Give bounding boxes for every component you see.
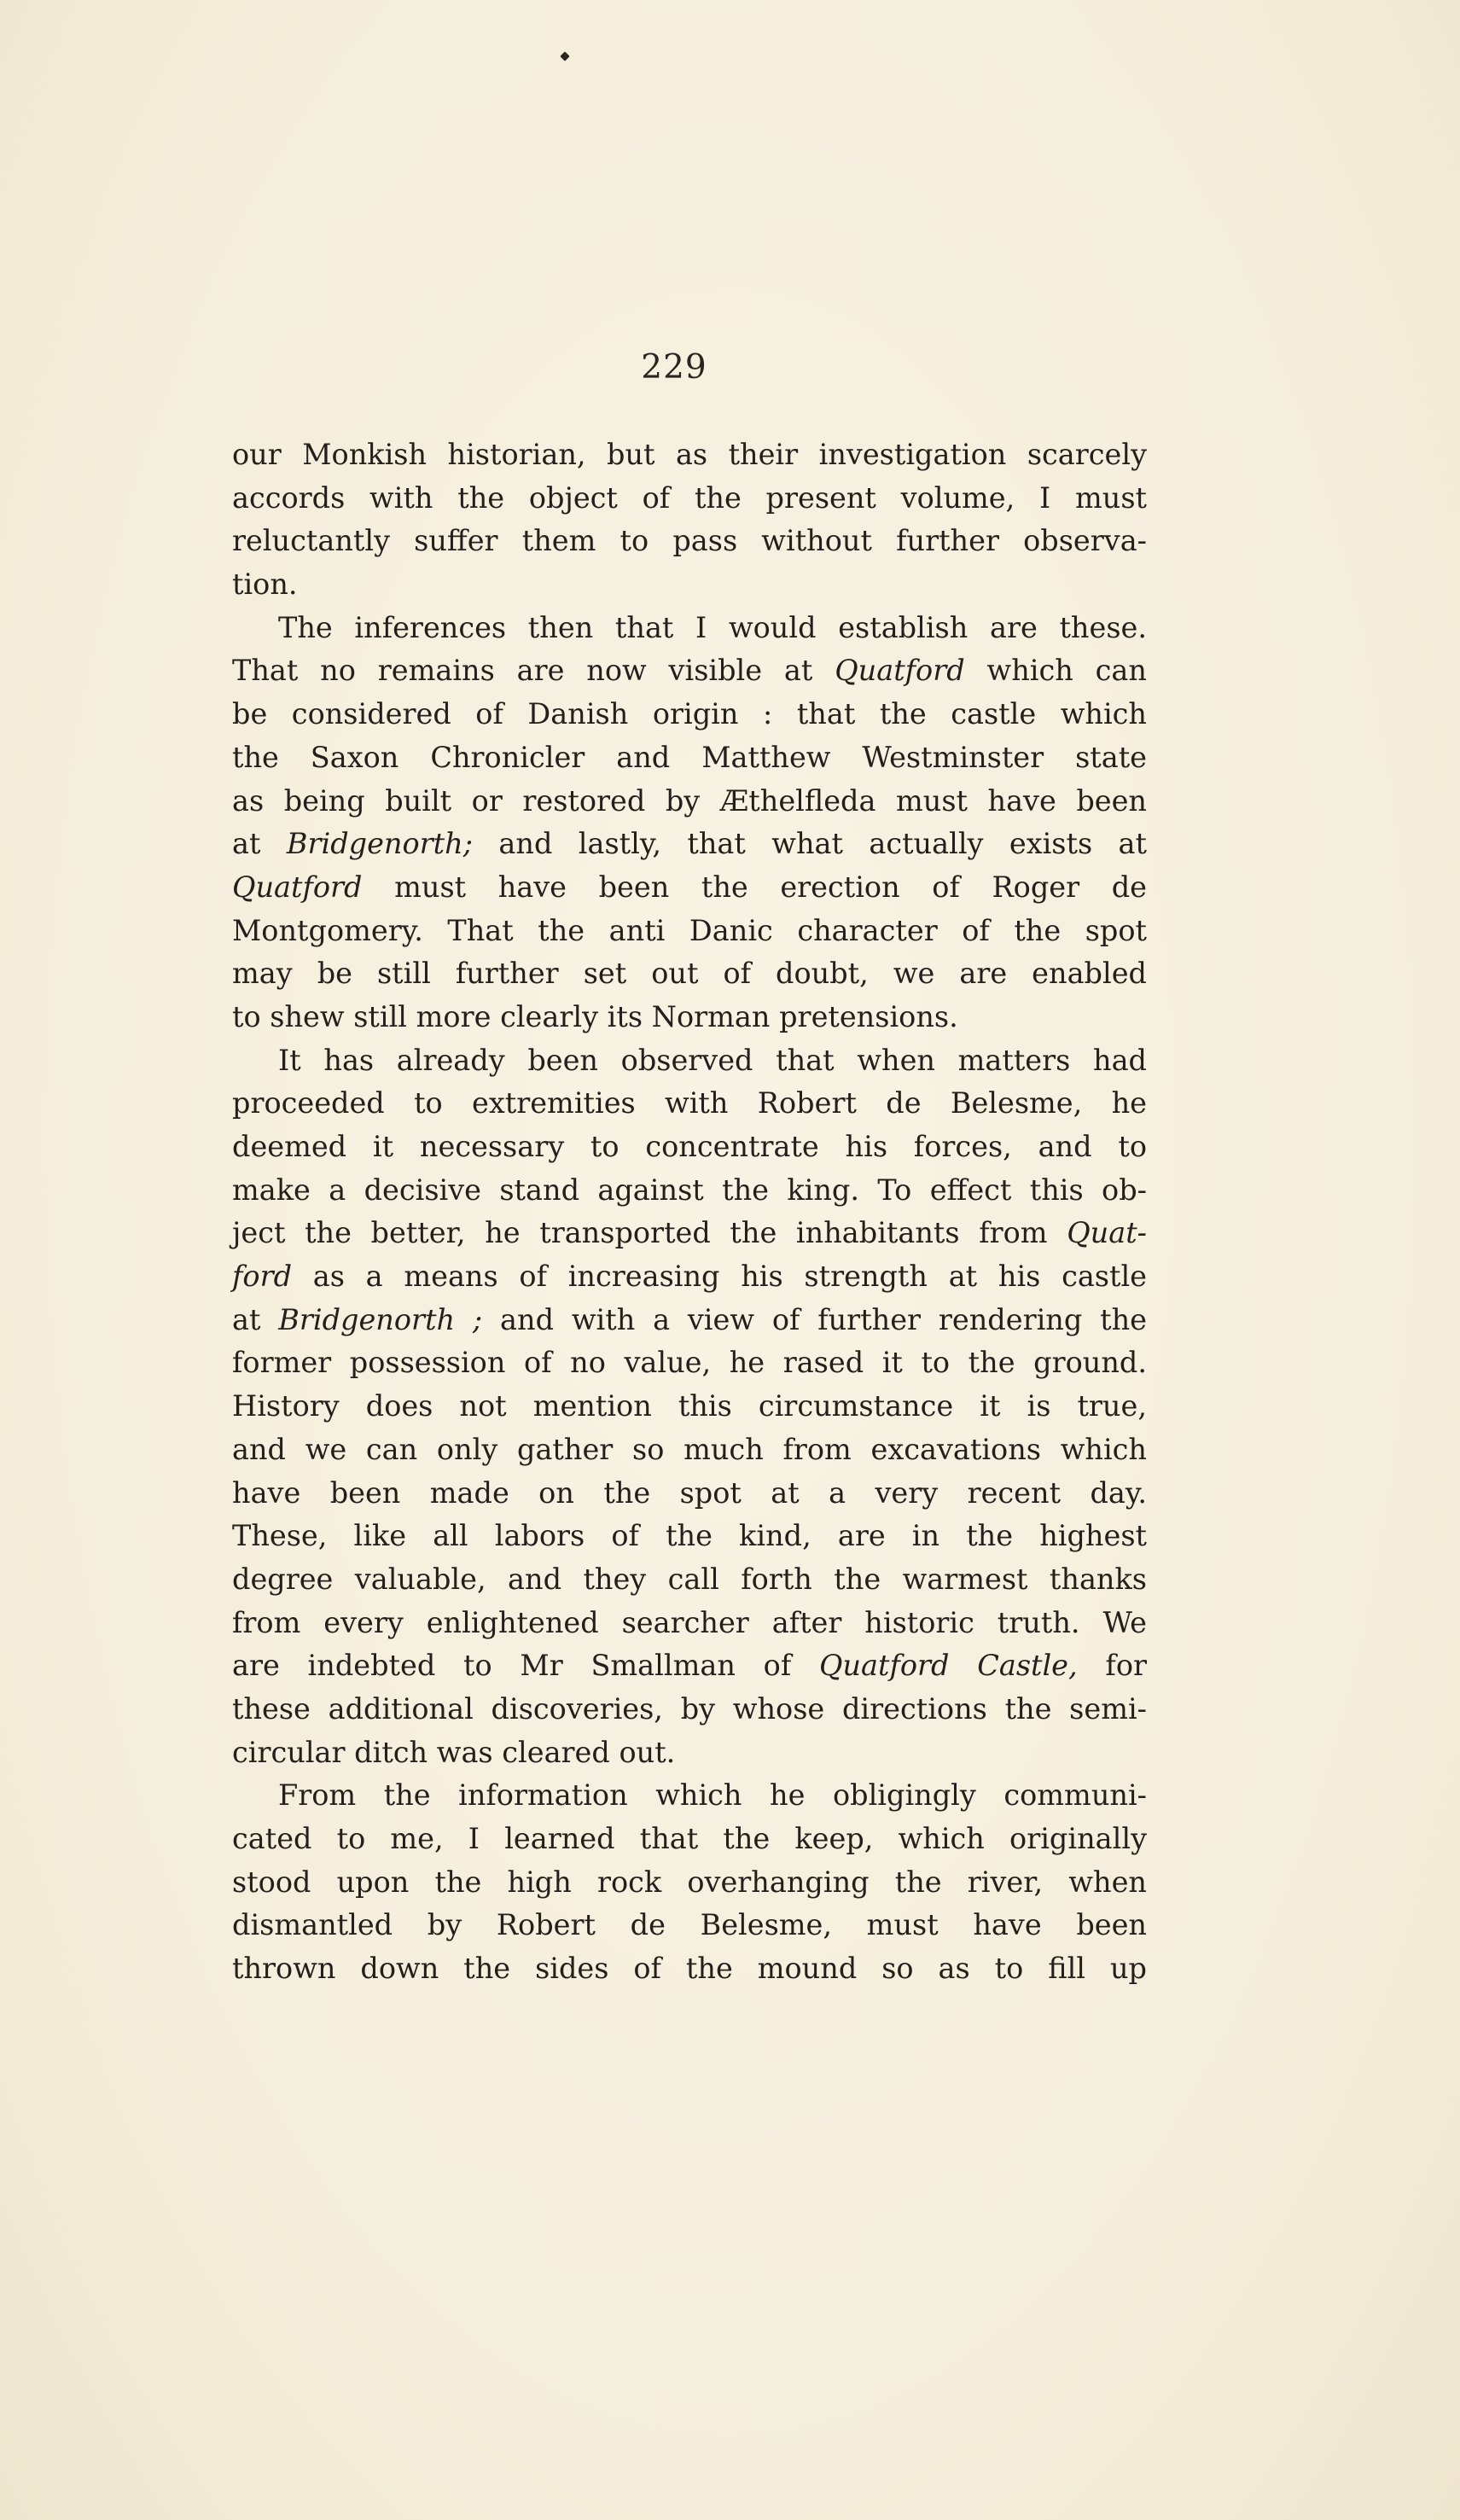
text-line	[232, 823, 1147, 866]
text-line	[232, 996, 1147, 1039]
text-line	[232, 434, 1147, 477]
text-line	[232, 693, 1147, 736]
text-segment: are indebted to Mr Smallman of	[232, 1649, 819, 1683]
text-segment: former possession of no value, he rased it to the ground.	[232, 1346, 1147, 1380]
text-segment: as being built or restored by Æthelfleda must have been	[232, 783, 1147, 818]
italic-text: Quatford Castle,	[818, 1649, 1078, 1683]
text-segment: cated to me, I learned that the keep, which originally	[232, 1822, 1147, 1855]
text-segment: these additional discoveries, by whose directions the semi-	[232, 1691, 1147, 1726]
text-line	[232, 910, 1147, 953]
italic-text: ford	[232, 1260, 293, 1294]
text-segment: which can	[964, 654, 1147, 688]
text-line	[232, 1341, 1147, 1385]
text-segment: tion.	[232, 567, 298, 602]
text-line	[232, 1818, 1147, 1861]
text-line	[232, 1644, 1147, 1688]
ink-speck	[560, 51, 569, 61]
text-line	[232, 1472, 1147, 1516]
text-line	[232, 1515, 1147, 1558]
text-line	[232, 1039, 1147, 1083]
text-segment: stood upon the high rock overhanging the river, when	[232, 1865, 1147, 1899]
text-segment: and lastly, that what actually exists at	[473, 827, 1147, 861]
text-segment: From the information which he obligingly communi-	[278, 1778, 1147, 1813]
text-line	[232, 1947, 1147, 1991]
text-line	[232, 520, 1147, 563]
text-segment: make a decisive stand against the king. To effect this ob-	[232, 1173, 1147, 1207]
text-line	[232, 1861, 1147, 1905]
italic-text: Bridgenorth ;	[278, 1302, 483, 1336]
text-line	[232, 1212, 1147, 1255]
italic-text: Quatford	[835, 654, 965, 688]
text-segment: and we can only gather so much from excavations which	[232, 1432, 1147, 1466]
body-text	[232, 434, 1147, 1991]
text-segment: thrown down the sides of the mound so as to fill up	[232, 1952, 1147, 1986]
text-line	[232, 1299, 1147, 1342]
text-segment: ject the better, he transported the inhabitants from	[232, 1216, 1067, 1250]
text-line	[232, 866, 1147, 910]
text-line	[232, 780, 1147, 824]
text-line	[232, 1904, 1147, 1947]
text-segment: as a means of increasing his strength at his castle	[292, 1260, 1147, 1294]
text-segment: at	[232, 1302, 279, 1336]
text-line	[232, 1602, 1147, 1645]
text-line	[232, 1429, 1147, 1472]
text-segment: These, like all labors of the kind, are in the highest	[232, 1519, 1147, 1553]
text-segment: be considered of Danish origin : that the castle which	[232, 697, 1147, 731]
text-segment: History does not mention this circumstance it is true,	[232, 1389, 1147, 1423]
text-line	[232, 1126, 1147, 1169]
text-line	[232, 952, 1147, 996]
text-segment: our Monkish historian, but as their investigation scarcely	[232, 438, 1147, 471]
text-line	[232, 736, 1147, 780]
text-line	[232, 607, 1147, 650]
text-segment: reluctantly suffer them to pass without further observa-	[232, 524, 1147, 558]
page-number: 229	[641, 348, 707, 387]
text-segment: from every enlightened searcher after historic truth. We	[232, 1605, 1147, 1639]
text-segment: circular ditch was cleared out.	[232, 1735, 676, 1769]
text-line	[232, 1558, 1147, 1602]
text-segment: That no remains are now visible at	[232, 654, 835, 688]
text-line	[232, 1169, 1147, 1213]
text-line	[232, 1688, 1147, 1731]
text-line	[232, 563, 1147, 607]
text-line	[232, 1385, 1147, 1429]
text-segment: degree valuable, and they call forth the warmest thanks	[232, 1562, 1147, 1596]
text-line	[232, 1774, 1147, 1818]
text-segment: deemed it necessary to concentrate his forces, and to	[232, 1130, 1147, 1163]
text-line	[232, 477, 1147, 521]
text-line	[232, 1082, 1147, 1126]
text-segment: accords with the object of the present volume, I must	[232, 480, 1147, 515]
text-segment: The inferences then that I would establish are these.	[278, 610, 1147, 644]
text-segment: for	[1077, 1649, 1147, 1683]
text-segment: may be still further set out of doubt, we are enabled	[232, 957, 1147, 991]
text-line	[232, 649, 1147, 693]
text-segment: at	[232, 827, 287, 861]
text-segment: Montgomery. That the anti Danic character of the spot	[232, 913, 1147, 947]
text-segment: and with a view of further rendering the	[482, 1302, 1147, 1336]
italic-text: Quat-	[1067, 1216, 1147, 1250]
text-segment: to shew still more clearly its Norman pretensions.	[232, 999, 958, 1033]
text-segment: It has already been observed that when matters had	[278, 1043, 1147, 1077]
text-segment: the Saxon Chronicler and Matthew Westminster state	[232, 740, 1147, 774]
text-segment: have been made on the spot at a very recent day.	[232, 1475, 1147, 1510]
text-line	[232, 1731, 1147, 1775]
italic-text: Bridgenorth;	[286, 827, 473, 861]
text-segment: must have been the erection of Roger de	[362, 870, 1147, 904]
text-line	[232, 1255, 1147, 1299]
italic-text: Quatford	[232, 870, 363, 904]
text-segment: dismantled by Robert de Belesme, must have been	[232, 1908, 1147, 1942]
text-segment: proceeded to extremities with Robert de Belesme, he	[232, 1086, 1147, 1120]
